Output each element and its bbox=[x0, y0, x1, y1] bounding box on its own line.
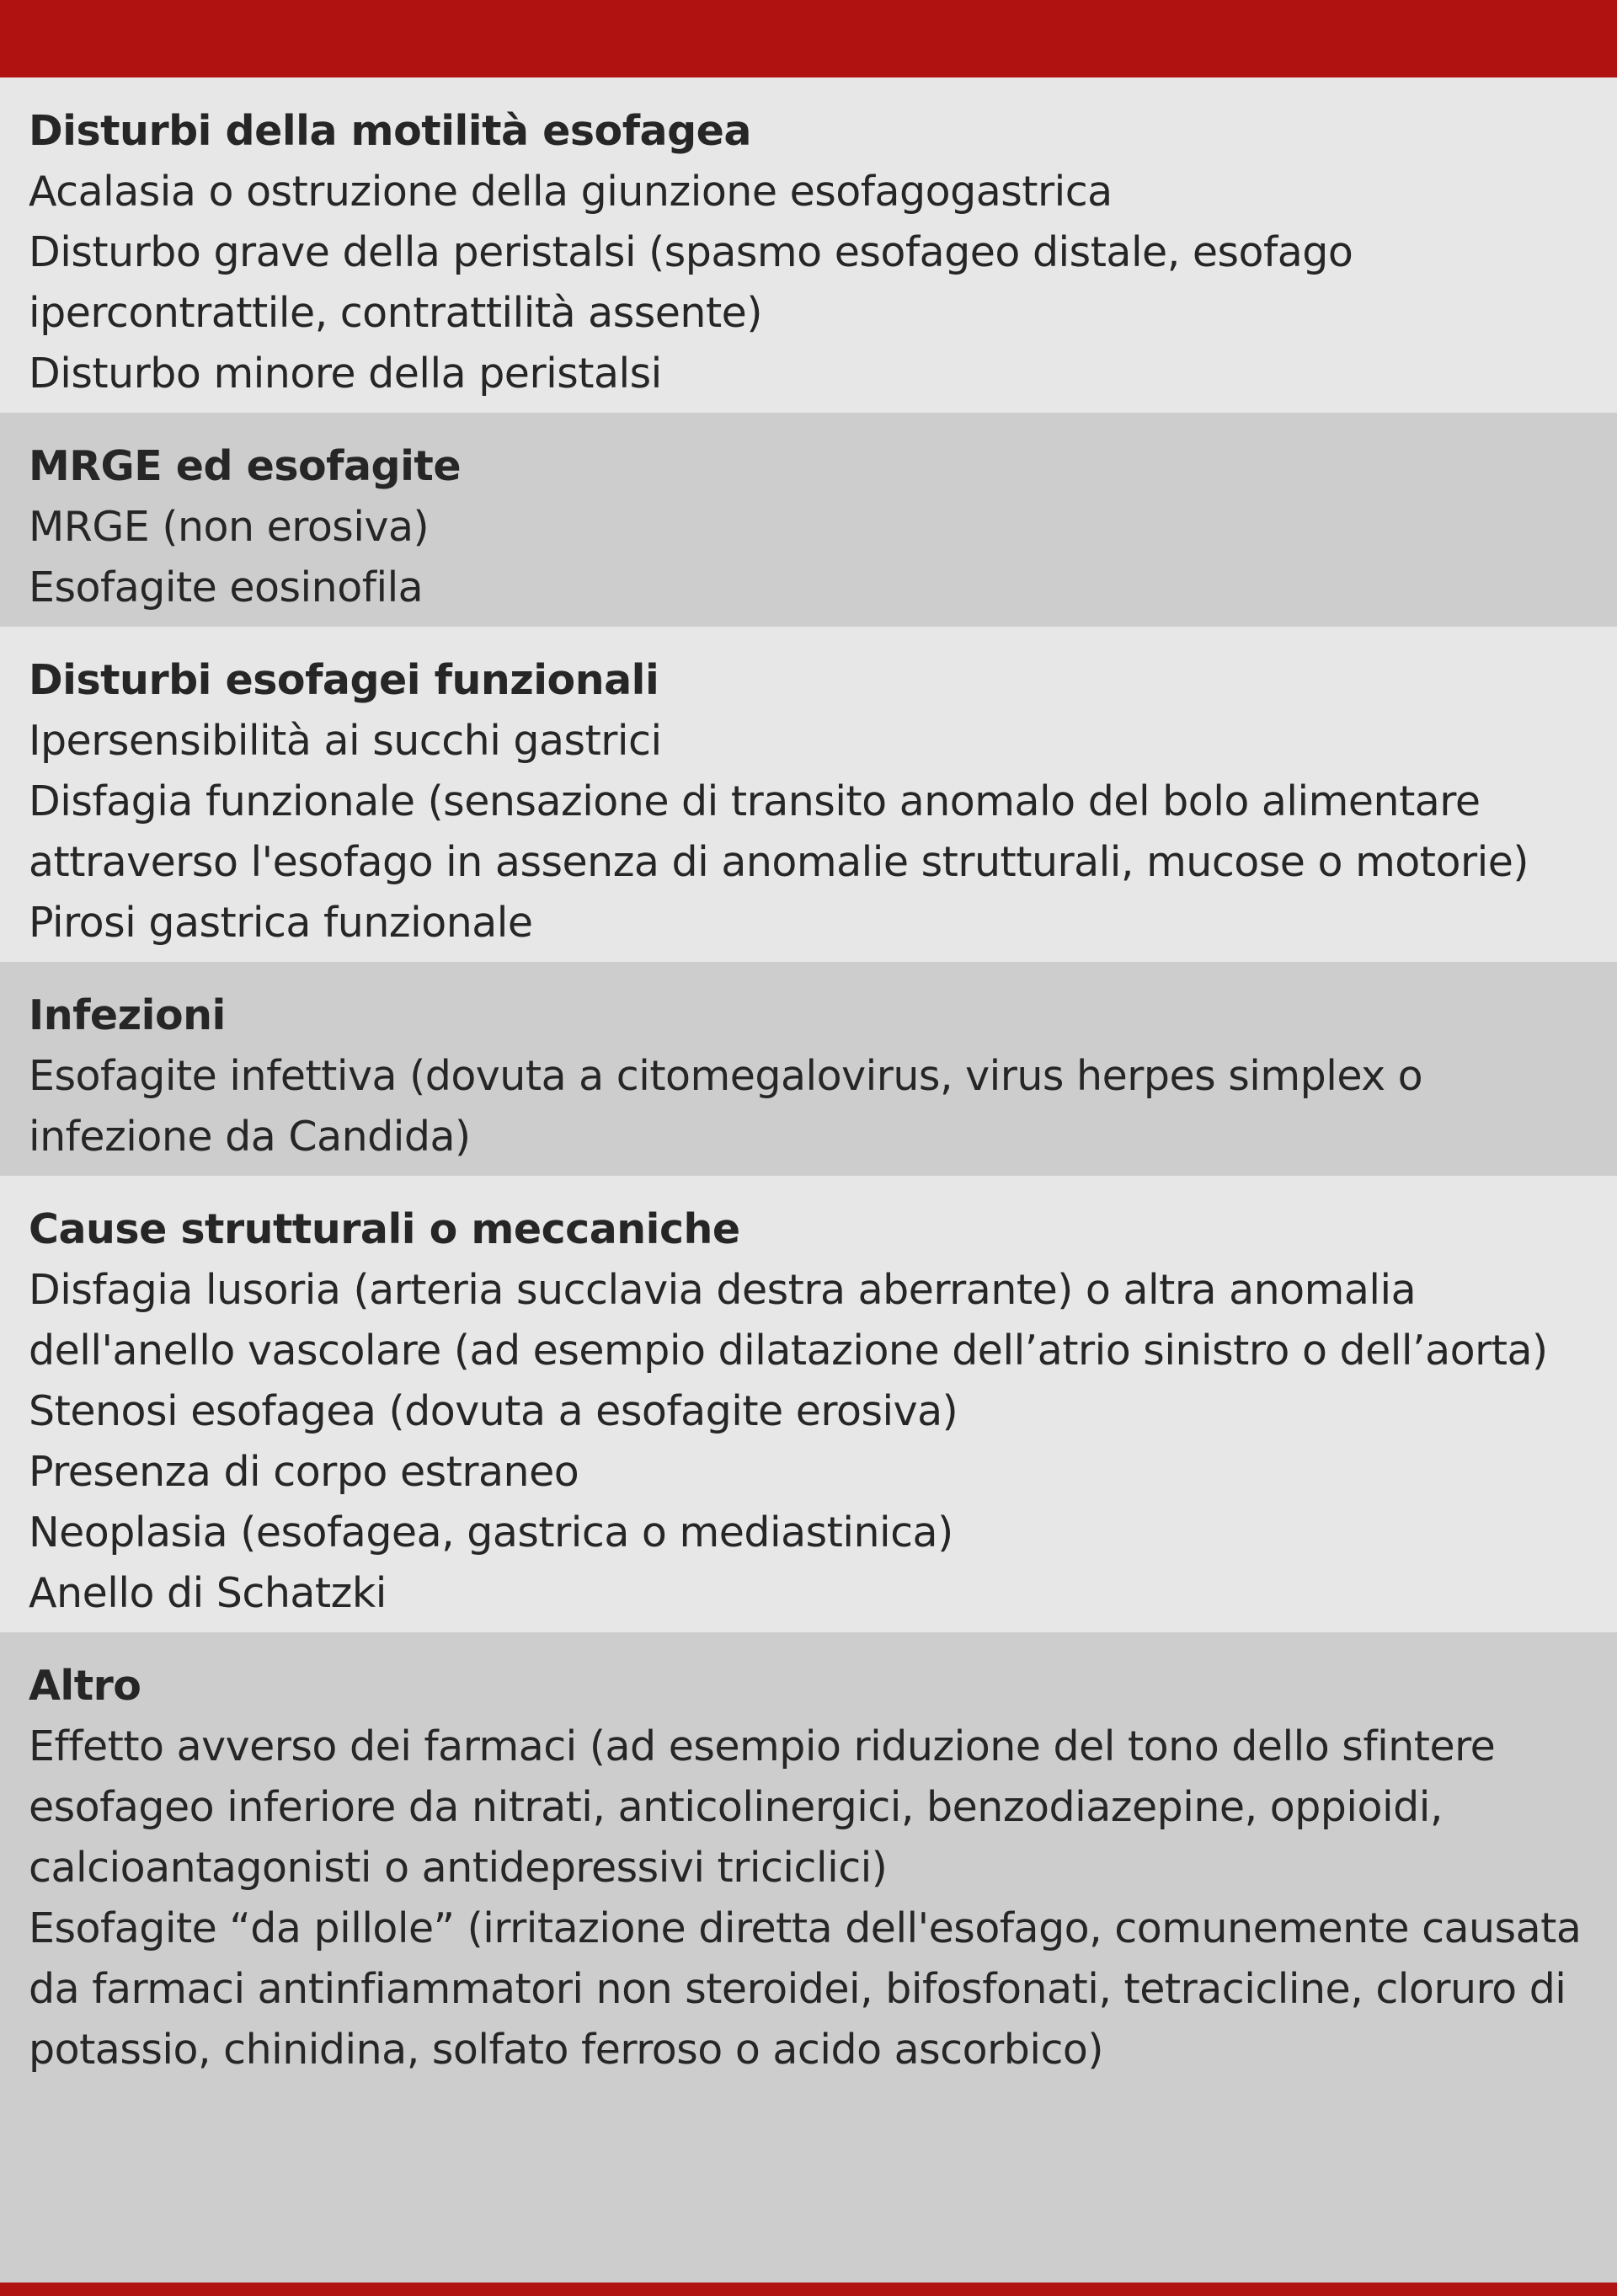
list-item: Presenza di corpo estraneo bbox=[29, 1448, 579, 1496]
list-item: Effetto avverso dei farmaci (ad esempio riduzione del tono dello sfintere esofageo inferiore da nitrati, anticolinergici, benzodiazepine, oppioidi, calcioantagonisti o antidepressivi triciclici) bbox=[29, 1722, 1496, 1892]
list-item: Anello di Schatzki bbox=[29, 1569, 387, 1617]
section-title: MRGE ed esofagite bbox=[29, 442, 462, 490]
section-infections bbox=[0, 962, 1617, 1176]
list-item: Disturbo minore della peristalsi bbox=[29, 350, 662, 398]
list-item: Esofagite infettiva (dovuta a citomegalovirus, virus herpes simplex o infezione da Candida) bbox=[29, 1052, 1423, 1161]
list-item: Esofagite eosinofila bbox=[29, 563, 424, 611]
list-item: Disfagia funzionale (sensazione di transito anomalo del bolo alimentare attraverso l'esofago in assenza di anomalie strutturali, mucose o motorie) bbox=[29, 777, 1529, 886]
section-title: Cause strutturali o meccaniche bbox=[29, 1205, 740, 1253]
causes-table bbox=[0, 77, 1617, 2283]
footer-bar bbox=[0, 2283, 1617, 2296]
list-item: Esofagite “da pillole” (irritazione diretta dell'esofago, comunemente causata da farmaci antinfiammatori non steroidei, bifosfonati, tetracicline, cloruro di potassio, chinidina, solfato ferroso o acido ascorbico) bbox=[29, 1904, 1582, 2074]
section-title: Altro bbox=[29, 1662, 141, 1710]
list-item: Disfagia lusoria (arteria succlavia destra aberrante) o altra anomalia dell'anello vascolare (ad esempio dilatazione dell’atrio sinistro o dell’aorta) bbox=[29, 1266, 1548, 1375]
section-title: Disturbi della motilità esofagea bbox=[29, 107, 751, 155]
list-item: Ipersensibilità ai succhi gastrici bbox=[29, 717, 662, 765]
section-other bbox=[0, 1632, 1617, 2283]
list-item: Stenosi esofagea (dovuta a esofagite erosiva) bbox=[29, 1387, 958, 1435]
section-structural-causes bbox=[0, 1176, 1617, 1632]
section-title: Disturbi esofagei funzionali bbox=[29, 656, 659, 704]
list-item: Acalasia o ostruzione della giunzione esofagogastrica bbox=[29, 168, 1113, 216]
list-item: Disturbo grave della peristalsi (spasmo esofageo distale, esofago ipercontrattile, contrattilità assente) bbox=[29, 228, 1353, 337]
list-item: Pirosi gastrica funzionale bbox=[29, 899, 533, 947]
section-functional-disorders bbox=[0, 627, 1617, 962]
section-title: Infezioni bbox=[29, 991, 226, 1039]
header-bar bbox=[0, 0, 1617, 77]
section-motility-disorders bbox=[0, 77, 1617, 413]
list-item: Neoplasia (esofagea, gastrica o mediastinica) bbox=[29, 1508, 953, 1556]
section-gerd-esophagitis bbox=[0, 413, 1617, 627]
list-item: MRGE (non erosiva) bbox=[29, 503, 430, 551]
